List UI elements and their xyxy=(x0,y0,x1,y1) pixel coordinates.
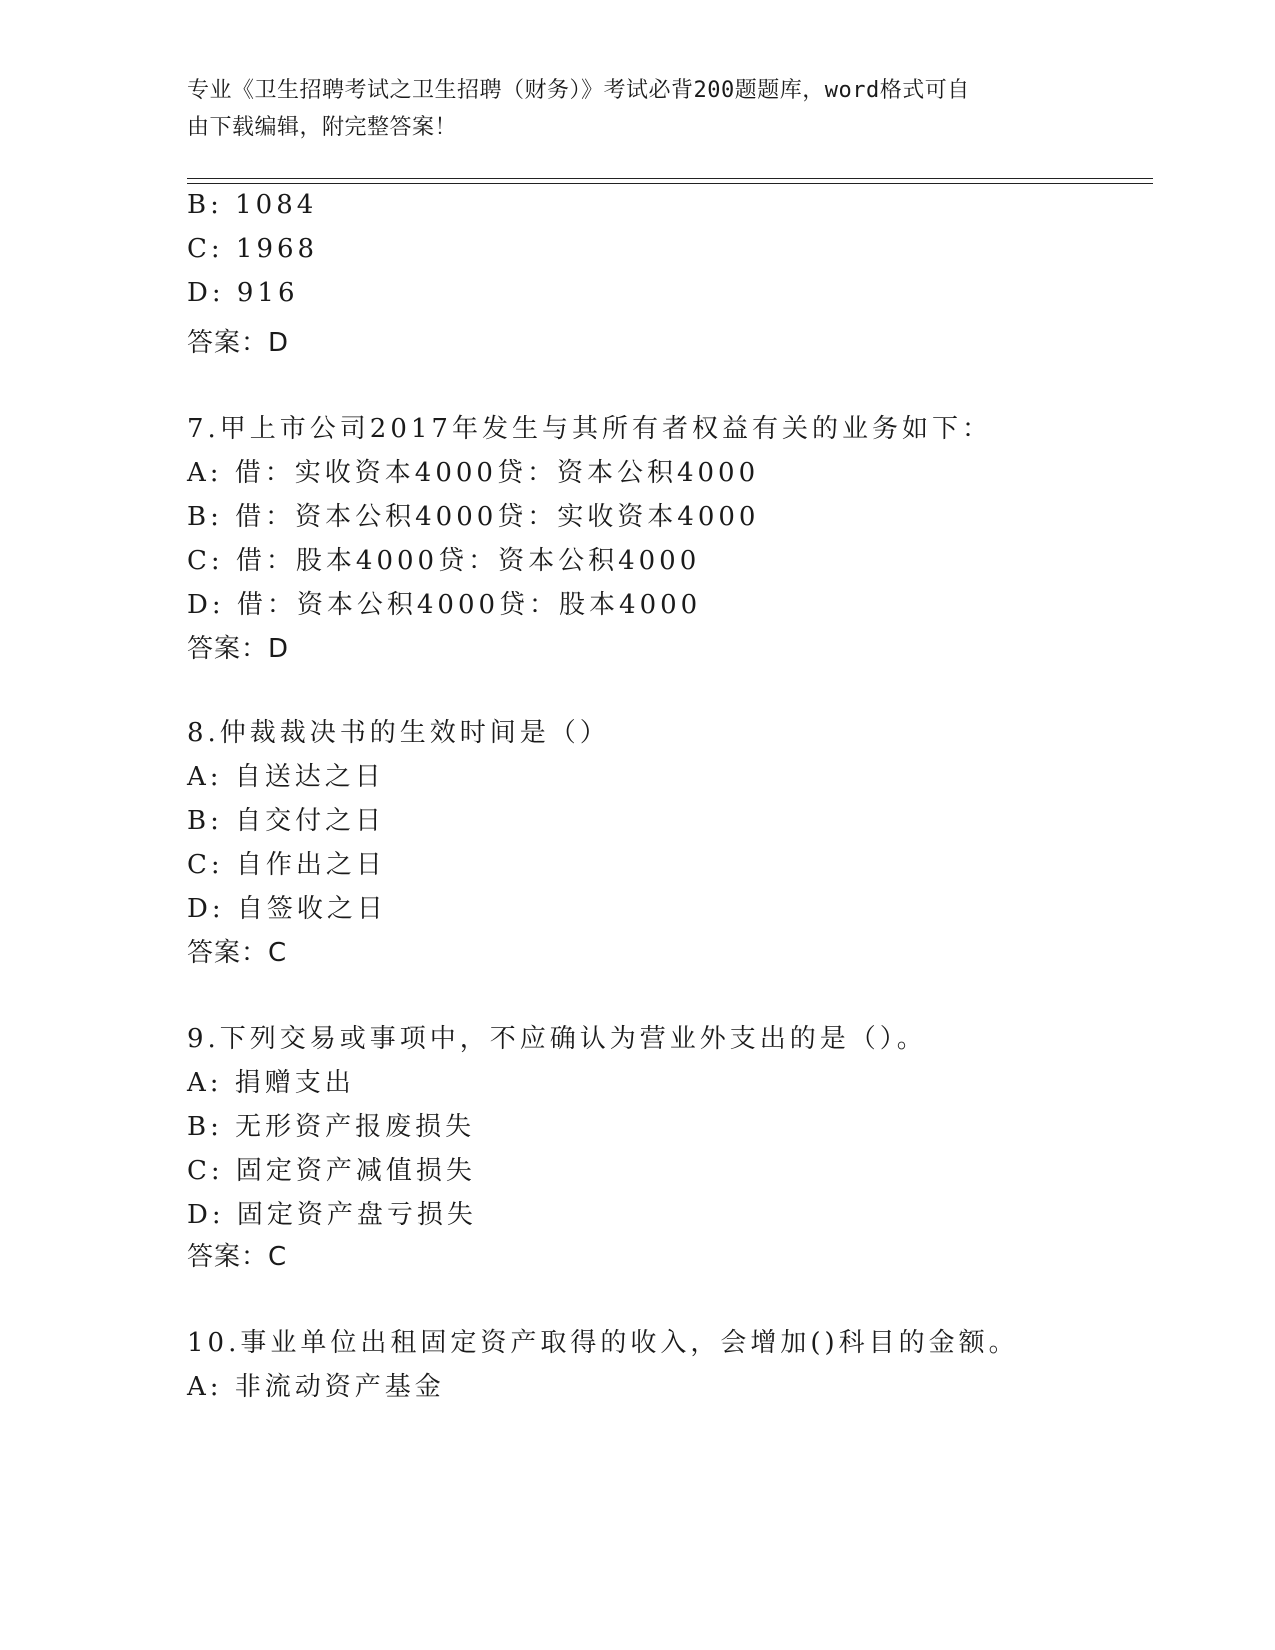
option-b: B: 借：资本公积4000贷：实收资本4000 xyxy=(187,502,760,532)
option-b: B: 1084 xyxy=(187,190,318,220)
question-10-stem: 10.事业单位出租固定资产取得的收入，会增加()科目的金额。 xyxy=(187,1328,1019,1358)
option-a: A: 捐赠支出 xyxy=(187,1068,355,1098)
option-d: D: 固定资产盘亏损失 xyxy=(187,1200,477,1230)
answer: 答案：C xyxy=(187,938,288,968)
answer: 答案：D xyxy=(187,328,290,358)
option-a: A: 非流动资产基金 xyxy=(187,1372,445,1402)
option-b: B: 无形资产报废损失 xyxy=(187,1112,476,1142)
header-divider-bottom xyxy=(187,183,1153,184)
question-7-stem: 7.甲上市公司2017年发生与其所有者权益有关的业务如下： xyxy=(187,414,992,444)
header-line-2: 由下载编辑，附完整答案！ xyxy=(187,115,458,140)
answer: 答案：D xyxy=(187,634,290,664)
option-c: C: 借：股本4000贷：资本公积4000 xyxy=(187,546,701,576)
option-d: D: 916 xyxy=(187,278,299,308)
option-a: A: 借：实收资本4000贷：资本公积4000 xyxy=(187,458,760,488)
answer: 答案：C xyxy=(187,1242,288,1272)
question-8-stem: 8.仲裁裁决书的生效时间是（） xyxy=(187,718,610,748)
question-9-stem: 9.下列交易或事项中，不应确认为营业外支出的是（）。 xyxy=(187,1024,927,1054)
document-header xyxy=(187,72,1067,146)
header-line-1: 专业《卫生招聘考试之卫生招聘（财务）》考试必背200题题库，word格式可自 xyxy=(187,78,970,103)
option-c: C: 1968 xyxy=(187,234,319,264)
option-a: A: 自送达之日 xyxy=(187,762,385,792)
option-b: B: 自交付之日 xyxy=(187,806,386,836)
option-c: C: 固定资产减值损失 xyxy=(187,1156,476,1186)
option-d: D: 自签收之日 xyxy=(187,894,387,924)
header-divider-top xyxy=(187,178,1153,179)
option-c: C: 自作出之日 xyxy=(187,850,386,880)
option-d: D: 借：资本公积4000贷：股本4000 xyxy=(187,590,702,620)
